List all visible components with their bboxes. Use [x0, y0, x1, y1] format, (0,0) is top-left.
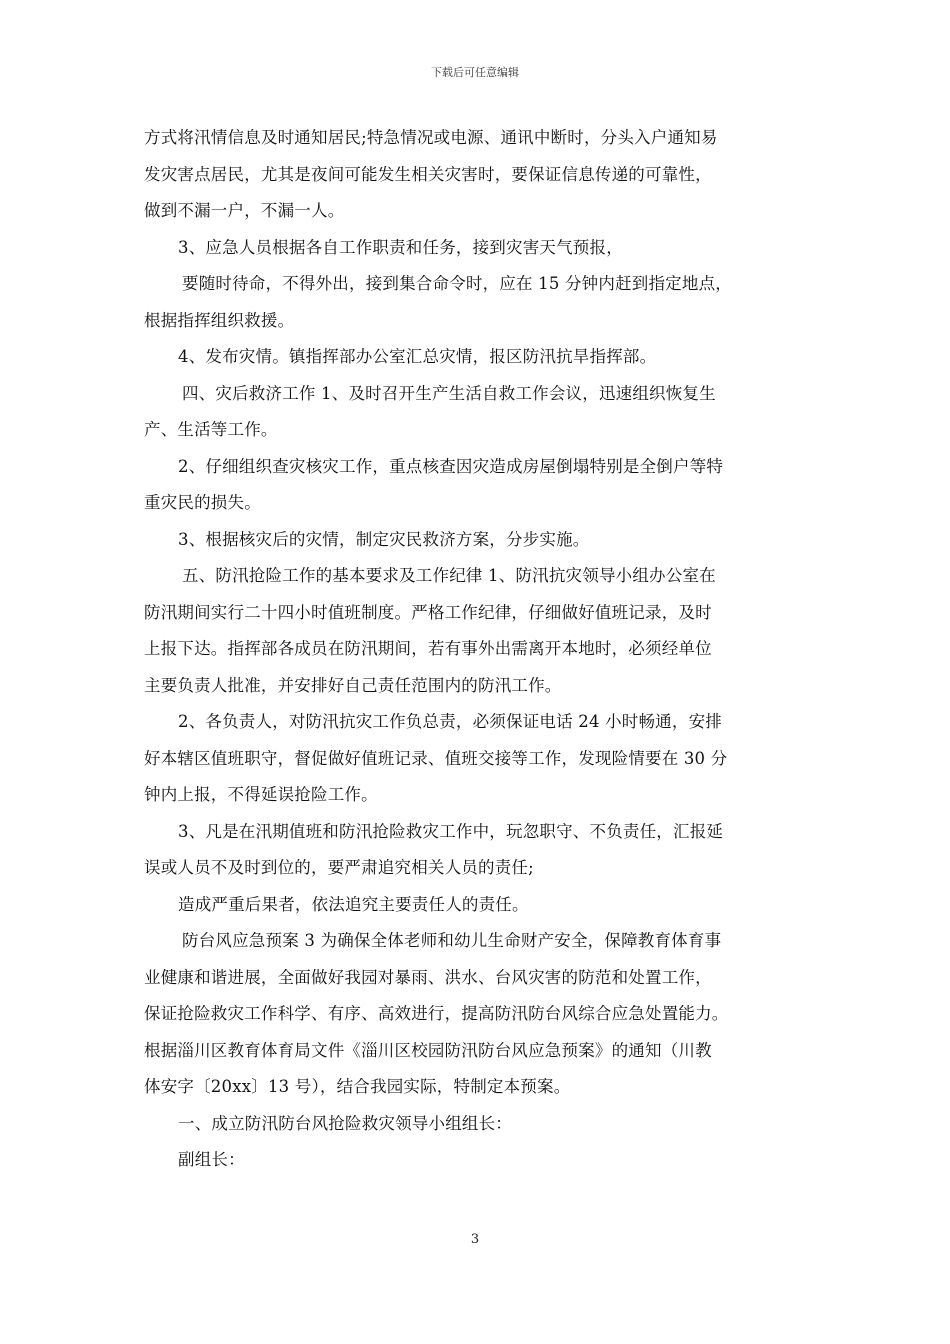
text-line: 3、凡是在汛期值班和防汛抢险救灾工作中，玩忽职守、不负责任，汇报延 [178, 821, 724, 841]
text-line: 体安字〔20xx〕13 号），结合我园实际，特制定本预案。 [144, 1077, 571, 1096]
text-line: 业健康和谐进展，全面做好我园对暴雨、洪水、台风灾害的防范和处置工作， [144, 967, 712, 987]
text-line: 根据淄川区教育体育局文件《淄川区校园防汛防台风应急预案》的通知（川教 [144, 1040, 712, 1060]
text-line: 2、仔细组织查灾核灾工作，重点核查因灾造成房屋倒塌特别是全倒户等特 [178, 456, 724, 476]
document-body [144, 120, 814, 1179]
page-header: 下载后可任意编辑 [431, 66, 519, 79]
text-line: 2、各负责人，对防汛抗灾工作负总责，必须保证电话 24 小时畅通，安排 [178, 712, 722, 731]
text-line: 五、防汛抢险工作的基本要求及工作纪律 1、防汛抗灾领导小组办公室在 [182, 566, 716, 585]
text-line: 要随时待命，不得外出，接到集合命令时，应在 15 分钟内赶到指定地点， [182, 274, 732, 293]
text-line: 4、发布灾情。镇指挥部办公室汇总灾情，报区防汛抗旱指挥部。 [178, 347, 657, 366]
text-line: 3、根据核灾后的灾情，制定灾民救济方案，分步实施。 [178, 529, 590, 549]
text-line: 方式将汛情信息及时通知居民;特急情况或电源、通讯中断时，分头入户通知易 [144, 128, 718, 147]
text-line: 副组长： [178, 1150, 245, 1169]
text-line: 造成严重后果者，依法追究主要责任人的责任。 [178, 894, 529, 914]
text-line: 产、生活等工作。 [144, 420, 278, 439]
text-line: 上报下达。指挥部各成员在防汛期间，若有事外出需离开本地时，必须经单位 [144, 639, 712, 658]
text-line: 误或人员不及时到位的，要严肃追究相关人员的责任; [144, 858, 534, 877]
text-line: 防台风应急预案 3 为确保全体老师和幼儿生命财产安全，保障教育体育事 [182, 931, 722, 950]
text-line: 钟内上报，不得延误抢险工作。 [144, 785, 378, 804]
page-number: 3 [470, 1232, 480, 1247]
text-line: 一、成立防汛防台风抢险救灾领导小组组长： [178, 1113, 512, 1133]
text-line: 重灾民的损失。 [144, 493, 261, 512]
text-line: 防汛期间实行二十四小时值班制度。严格工作纪律，仔细做好值班记录，及时 [144, 602, 712, 622]
text-line: 做到不漏一户，不漏一人。 [144, 201, 345, 220]
text-line: 发灾害点居民，尤其是夜间可能发生相关灾害时，要保证信息传递的可靠性， [144, 164, 712, 184]
text-line: 保证抢险救灾工作科学、有序、高效进行，提高防汛防台风综合应急处置能力。 [144, 1004, 729, 1023]
text-line: 根据指挥组织救援。 [144, 310, 295, 330]
text-line: 主要负责人批准，并安排好自己责任范围内的防汛工作。 [144, 675, 562, 695]
text-line: 好本辖区值班职守，督促做好值班记录、值班交接等工作，发现险情要在 30 分 [144, 748, 728, 768]
text-line: 四、灾后救济工作 1、及时召开生产生活自救工作会议，迅速组织恢复生 [182, 383, 716, 403]
text-line: 3、应急人员根据各自工作职责和任务，接到灾害天气预报， [178, 237, 623, 257]
